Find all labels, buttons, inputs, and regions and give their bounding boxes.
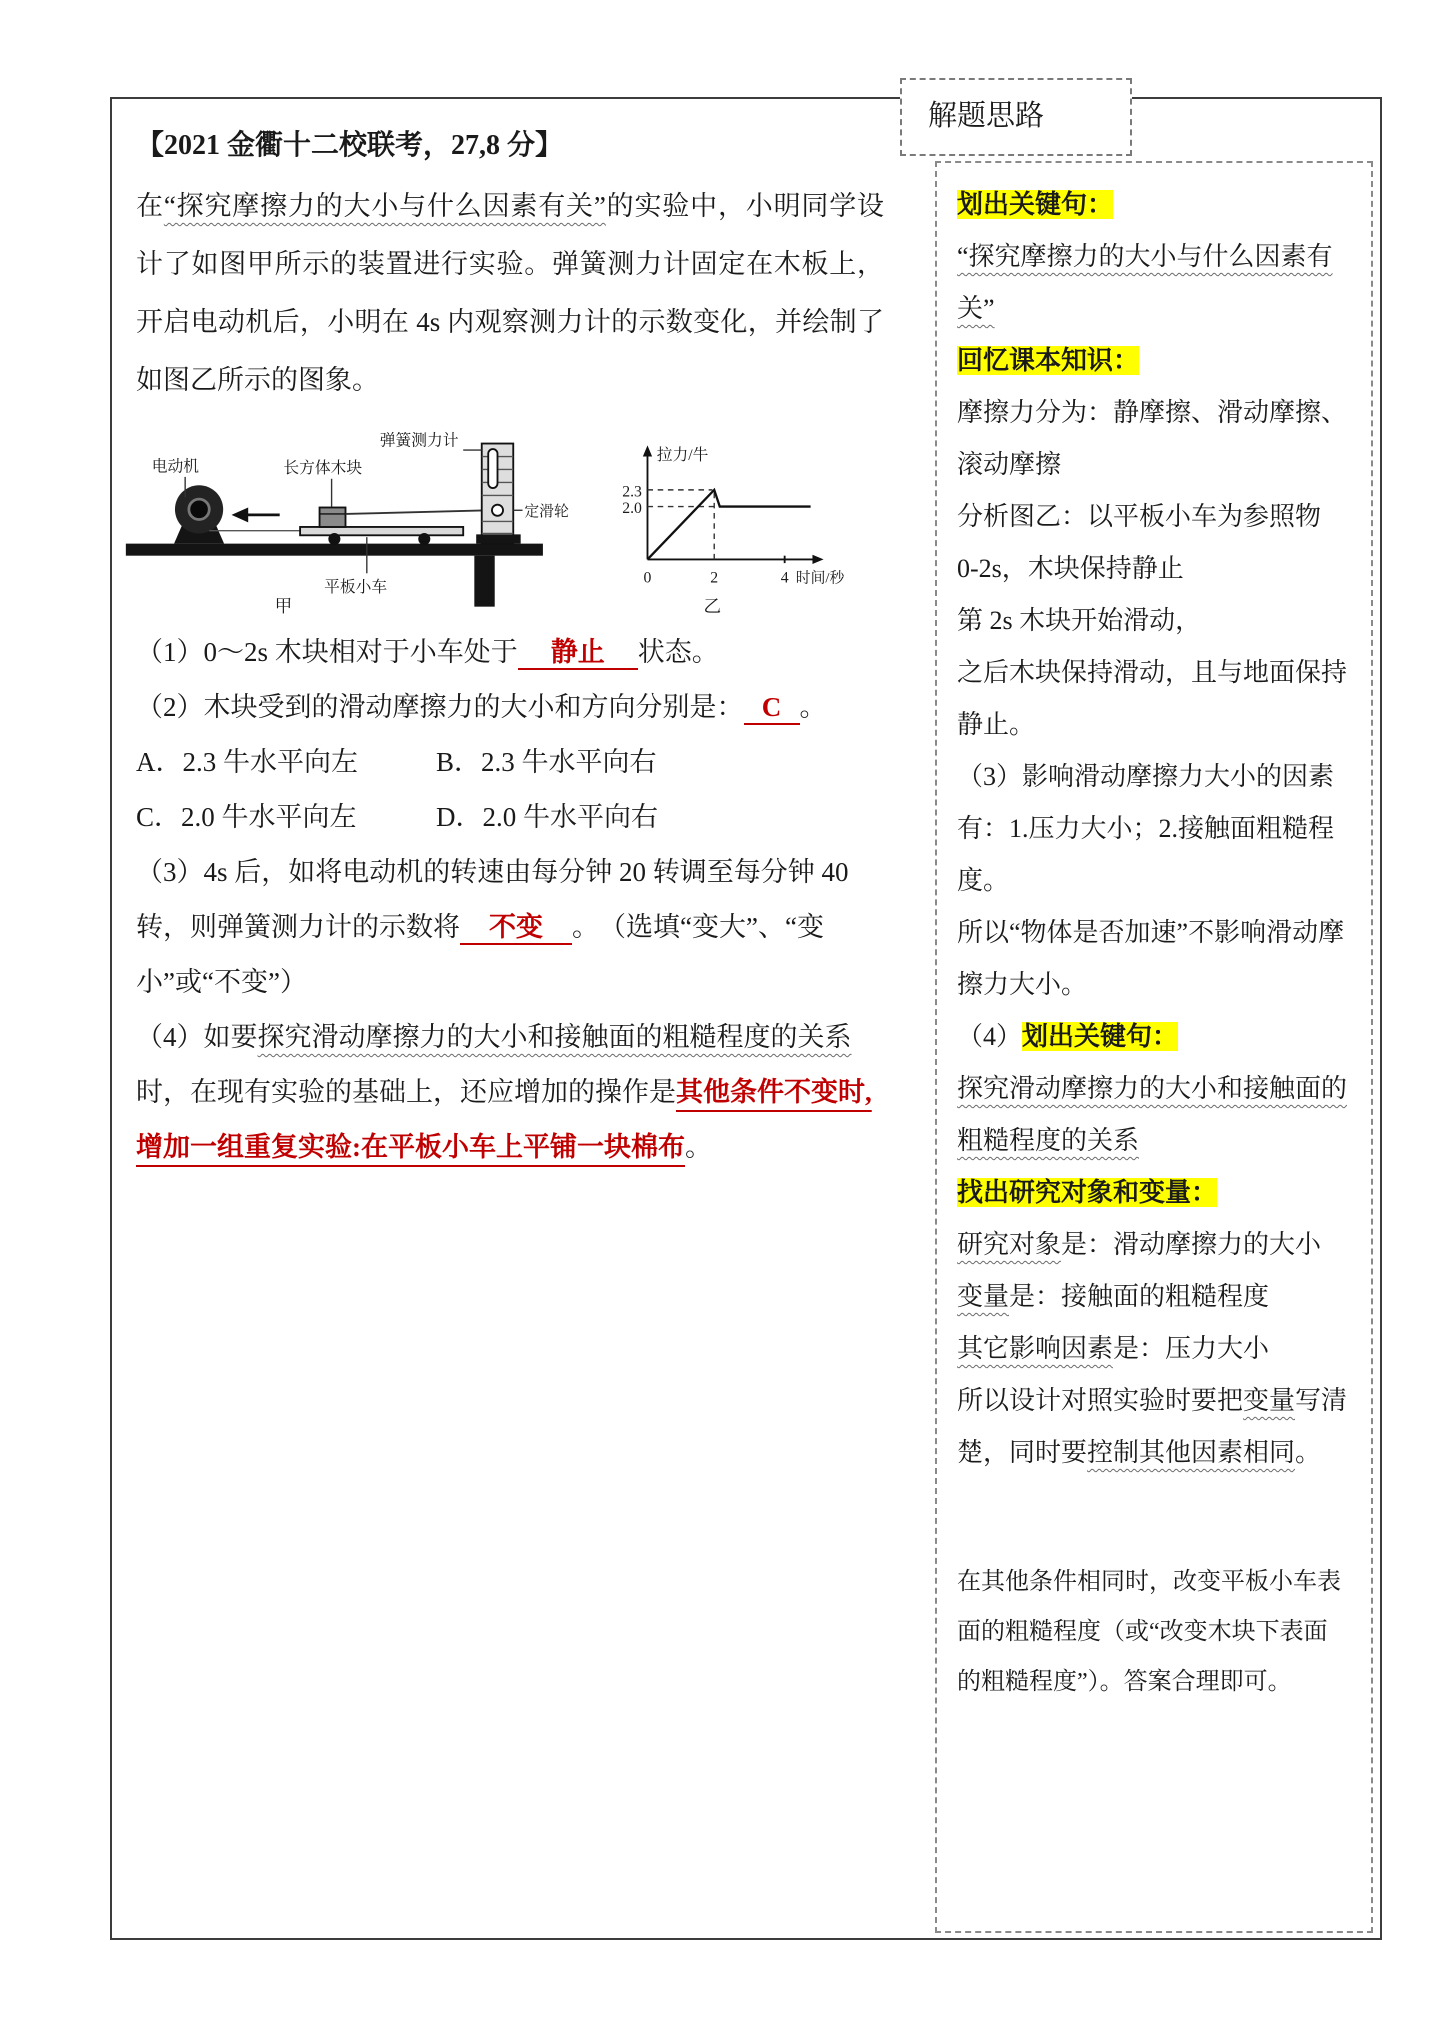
sol-analyze-0-2s: 0-2s，木块保持静止: [957, 554, 1184, 583]
worksheet-frame: [110, 97, 1382, 1940]
note-c: 。: [1295, 1438, 1322, 1467]
cart: [300, 527, 463, 545]
sol-research-object: [957, 1219, 1351, 1271]
problem-intro: [136, 177, 884, 409]
caption-setup: 甲: [274, 596, 293, 615]
q4-pre: （4）如要: [136, 1022, 258, 1052]
q3-text: （3）4s 后，如将电动机的转速由每分钟 20 转调至每分钟 40 转，则弹簧测力计的示数将: [136, 857, 849, 942]
q2-answer-blank: C: [744, 692, 800, 725]
sol-q3-factors: （3）影响滑动摩擦力大小的因素有：1.压力大小；2.接触面粗糙程度。: [957, 762, 1335, 895]
term-variable: 变量: [957, 1282, 1010, 1311]
note-b: 写清楚，同时要: [957, 1386, 1348, 1467]
sol-analyze-2s: 第 2s 木块开始滑动，: [957, 606, 1202, 635]
question-1: [136, 625, 884, 680]
graph-ytick-23: 2.3: [622, 483, 642, 501]
graph-ylabel: 拉力/牛: [656, 447, 709, 465]
term-value: 是：接触面的粗糙程度: [1009, 1282, 1270, 1311]
key-sentence: “探究摩擦力的大小与什么因素有关”: [957, 242, 1333, 323]
solution-column: [935, 161, 1373, 1933]
solution-header-box: [900, 78, 1132, 156]
q1-text: （1）0～2s 木块相对于小车处于: [136, 637, 518, 667]
graph-xtick-4: 4: [780, 569, 789, 587]
q3-answer-blank: 不变: [460, 912, 572, 945]
figure-graph: [573, 425, 861, 615]
intro-post: 的实验中，小明同学设计了如图甲所示的装置进行实验。弹簧测力计固定在木板上，开启电动机后，小明在 4s 内观察测力计的示数变化，并绘制了如图乙所示的图象。: [136, 191, 885, 395]
q3-post: 。 （选填“变大”、“变小”或“不变”）: [136, 912, 824, 997]
q4-key-sentence: 探究滑动摩擦力的大小和接触面的粗糙程度的关系: [257, 1022, 852, 1052]
question-4: [136, 1010, 884, 1175]
note-a: 所以设计对照实验时要把: [957, 1386, 1244, 1415]
term-research-object: 研究对象: [957, 1230, 1062, 1259]
arrow-left-icon: [232, 507, 280, 522]
highlight-label: 找出研究对象和变量：: [957, 1178, 1218, 1207]
figure-setup: [118, 425, 573, 615]
solution-header: 解题思路: [928, 100, 1045, 132]
q2-options-row-1: [136, 735, 884, 790]
highlight-label: 划出关键句：: [957, 190, 1114, 219]
label-gauge: 弹簧测力计: [379, 432, 459, 450]
sol-q4-key-sentence: [957, 1063, 1351, 1167]
option-c: C．2.0 牛水平向左: [136, 802, 357, 832]
problem-title: 【2021 金衢十二校联考，27,8 分】: [136, 130, 564, 161]
sol-variable: [957, 1271, 1351, 1323]
option-a: A．2.3 牛水平向左: [136, 747, 358, 777]
sol-highlight-recall: [957, 335, 1351, 387]
term-value: 是：压力大小: [1113, 1334, 1270, 1363]
graph-ytick-20: 2.0: [622, 500, 642, 518]
sol-final-answer: 在其他条件相同时，改变平板小车表面的粗糙程度（或“改变木块下表面的粗糙程度”）。答案合理即可。: [957, 1569, 1341, 1695]
label-block: 长方体木块: [283, 460, 363, 478]
key-sentence: 探究滑动摩擦力的大小和接触面的粗糙程度的关系: [957, 1074, 1348, 1155]
q1-answer-blank: 静止: [518, 637, 638, 670]
intro-pre: 在: [136, 191, 164, 221]
intro-key-sentence: “探究摩擦力的大小与什么因素有关”: [163, 191, 606, 221]
term-value: 是：滑动摩擦力的大小: [1061, 1230, 1322, 1259]
highlight-label: 划出关键句：: [1022, 1022, 1179, 1051]
cord: [346, 510, 489, 514]
motor-icon: [174, 485, 224, 543]
label-motor: 电动机: [151, 458, 200, 476]
option-b: B．2.3 牛水平向右: [436, 747, 657, 777]
q2-options-row-2: [136, 790, 884, 845]
highlight-label: 回忆课本知识：: [957, 346, 1140, 375]
caption-graph: 乙: [703, 596, 722, 615]
q4-number: （4）: [957, 1022, 1023, 1051]
graph-xtick-0: 0: [643, 569, 652, 587]
q2-post: 。: [799, 692, 827, 722]
spring-gauge: [476, 444, 520, 544]
q2-text: （2）木块受到的滑动摩擦力的大小和方向分别是：: [136, 692, 744, 722]
question-2: [136, 680, 884, 735]
sol-q3-conclusion: 所以“物体是否加速”不影响滑动摩擦力大小。: [957, 918, 1345, 999]
sol-control-note: [957, 1375, 1351, 1479]
problem-column: [136, 115, 884, 1175]
q4-post: 。: [685, 1132, 712, 1162]
q1-post: 状态。: [637, 637, 719, 667]
sol-highlight-key-sentence: [957, 179, 1351, 231]
sol-analyze-after: 之后木块保持滑动，且与地面保持静止。: [957, 658, 1348, 739]
wood-block: [320, 507, 346, 526]
label-pulley: 定滑轮: [524, 503, 569, 520]
sol-analyze-graph: 分析图乙：以平板小车为参照物: [957, 502, 1322, 531]
question-3: [136, 845, 884, 1010]
pulley-icon: [492, 505, 503, 516]
term-variable: 变量: [1243, 1386, 1296, 1415]
term-other-factor: 其它影响因素: [957, 1334, 1114, 1363]
sol-key-sentence: [957, 231, 1351, 335]
graph-xtick-2: 2: [710, 569, 719, 587]
figure: [118, 425, 884, 615]
sol-friction-types: 摩擦力分为：静摩擦、滑动摩擦、滚动摩擦: [957, 398, 1348, 479]
sol-highlight-variables: [957, 1167, 1351, 1219]
q4-answer: 其他条件不变时,增加一组重复实验:在平板小车上平铺一块棉布: [136, 1077, 872, 1162]
sol-q4-highlight-line: [957, 1011, 1351, 1063]
option-d: D．2.0 牛水平向右: [436, 802, 658, 832]
q4-mid: 时，在现有实验的基础上，还应增加的操作是: [136, 1077, 676, 1107]
graph-xlabel: 时间/秒: [795, 570, 845, 587]
graph-curve: [647, 490, 810, 560]
ground: [126, 544, 543, 607]
term-control: 控制其他因素相同: [1087, 1438, 1296, 1467]
label-cart: 平板小车: [324, 578, 388, 596]
sol-other-factor: [957, 1323, 1351, 1375]
